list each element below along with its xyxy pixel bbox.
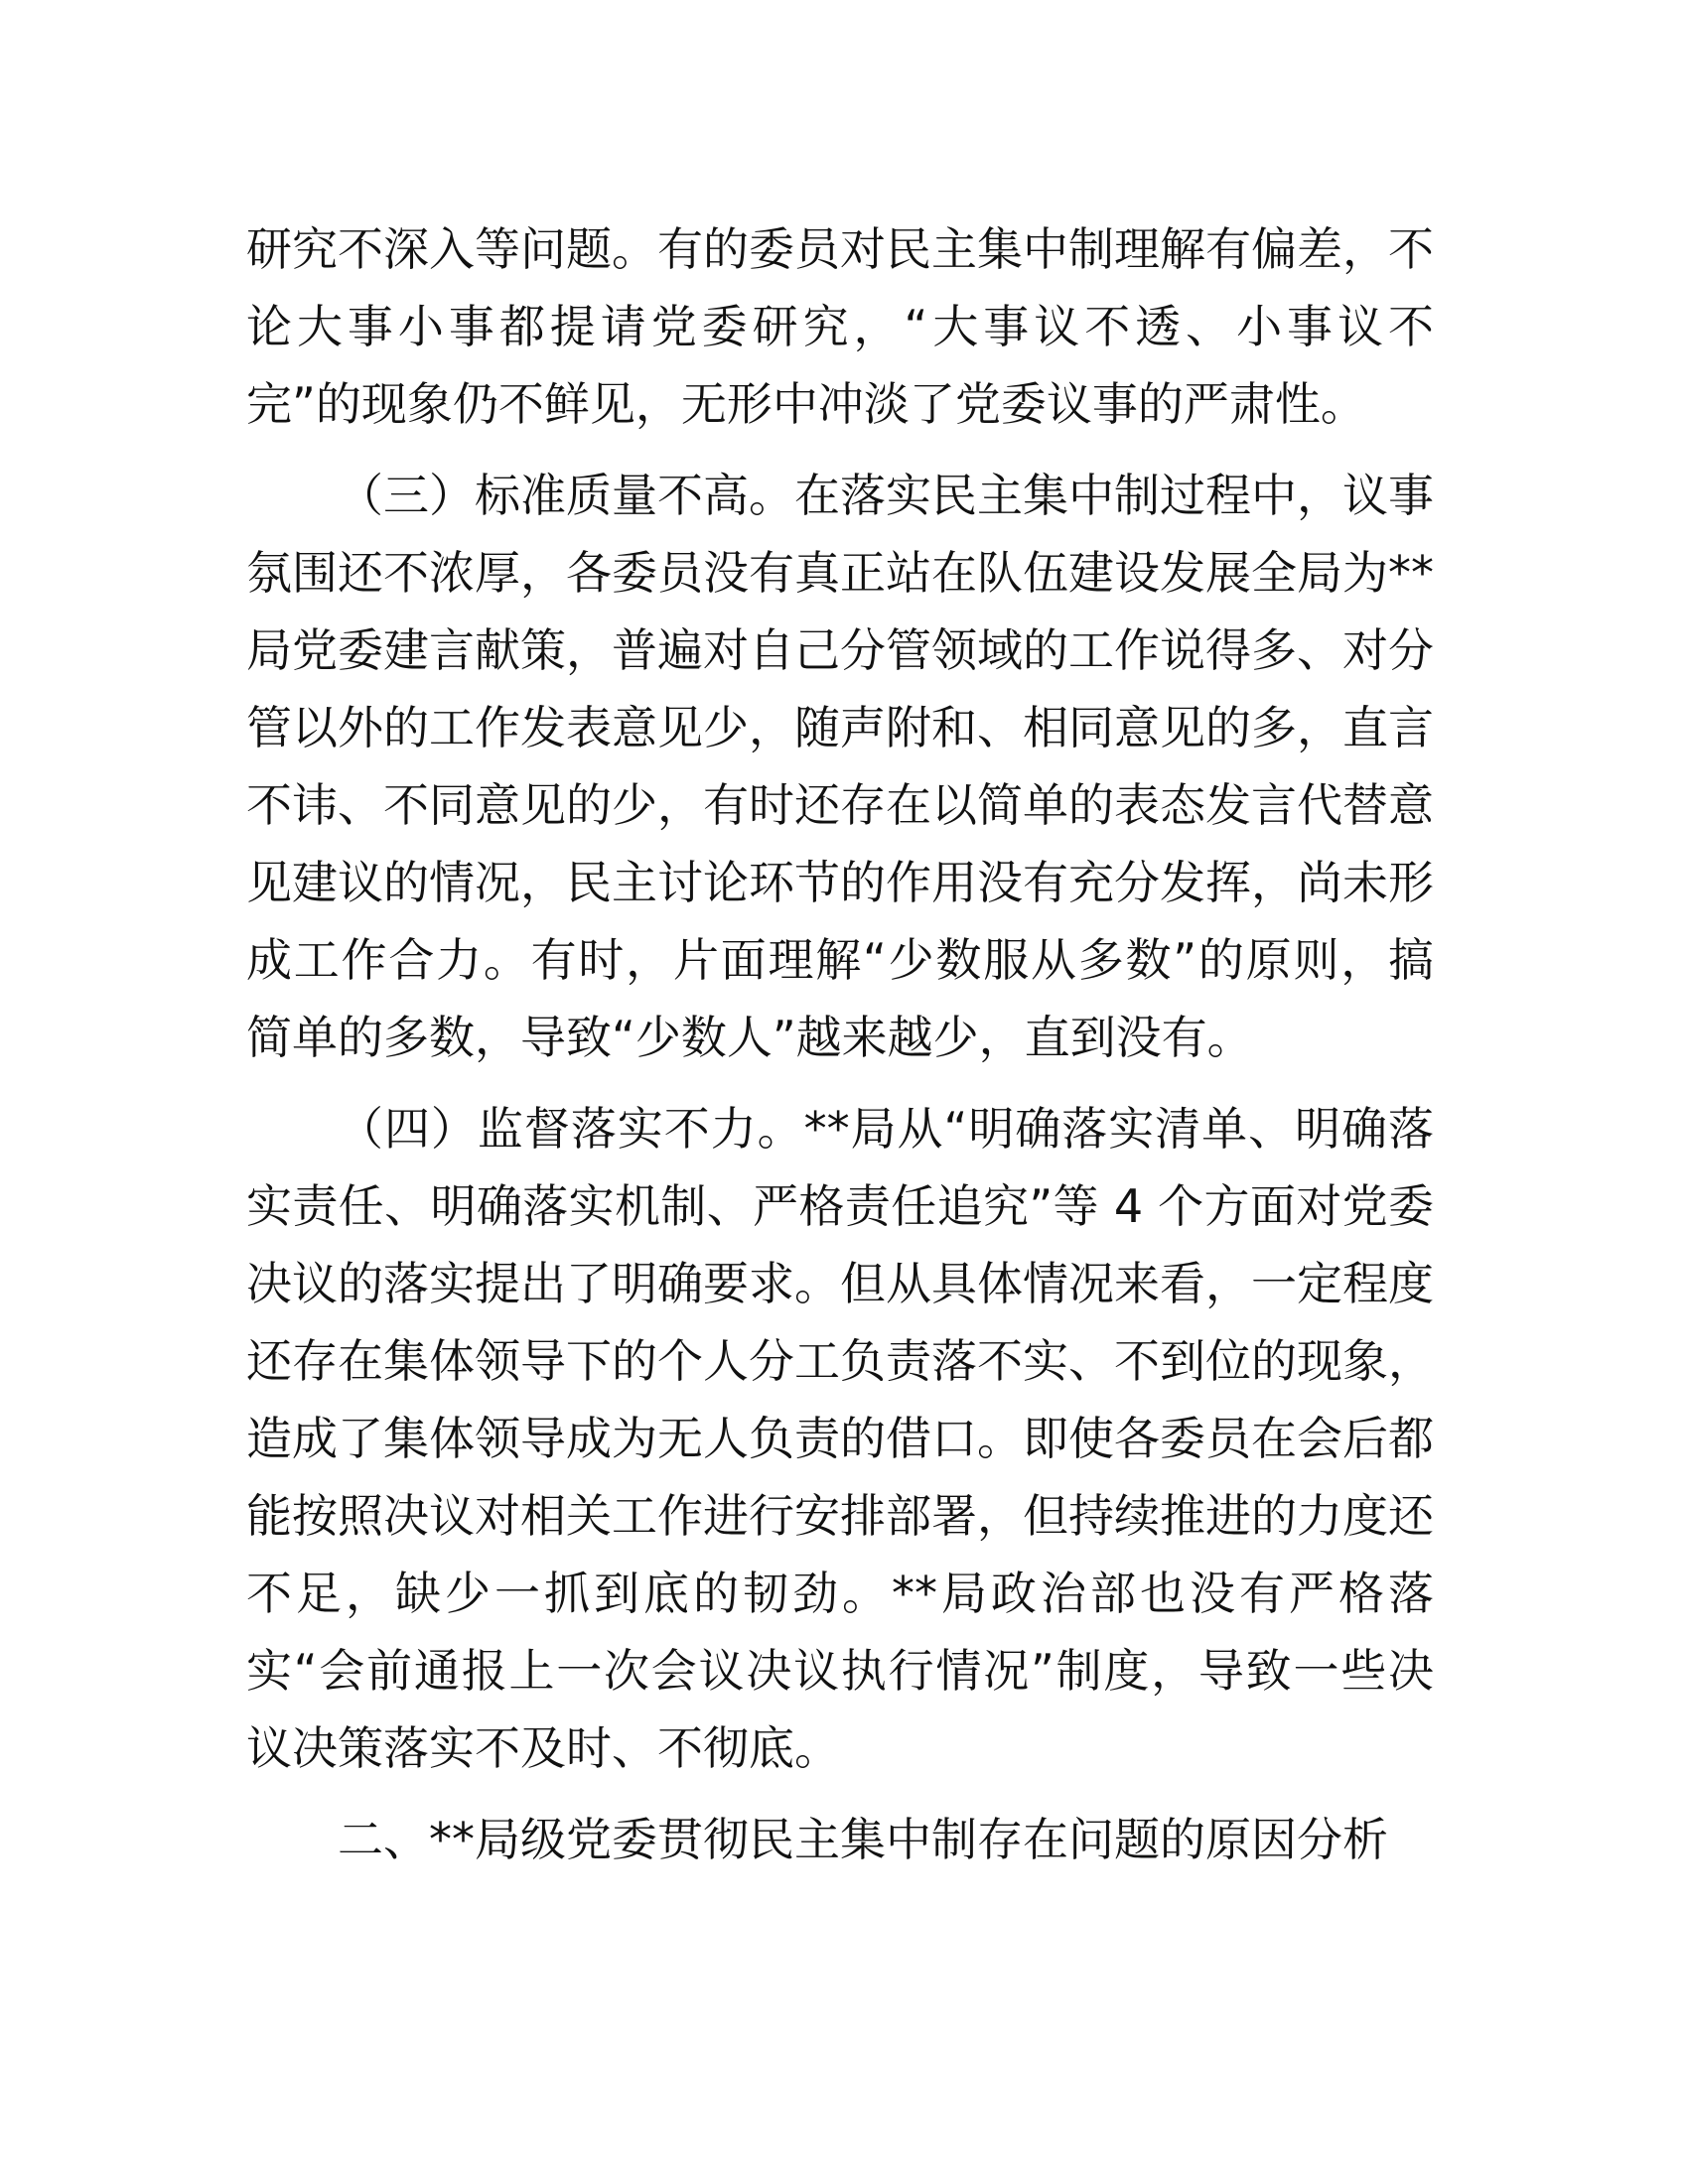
document-body <box>246 210 1434 1892</box>
section-heading: 二、**局级党委贯彻民主集中制存在问题的原因分析 <box>338 1813 1388 1866</box>
paragraph-section-3: （三）标准质量不高。在落实民主集中制过程中，议事氛围还不浓厚，各委员没有真正站在队伍建设发展全局为**局党委建言献策，普遍对自己分管领域的工作说得多、对分管以外的工作发表意见少，随声附和、相同意见的多，直言不讳、不同意见的少，有时还存在以简单的表态发言代替意见建议的情况，民主讨论环节的作用没有充分发挥，尚未形成工作合力。有时，片面理解“少数服从多数”的原则，搞简单的多数，导致“少数人”越来越少，直到没有。 <box>246 469 1434 1064</box>
paragraph-section-4: （四）监督落实不力。**局从“明确落实清单、明确落实责任、明确落实机制、严格责任追究”等 4 个方面对党委决议的落实提出了明确要求。但从具体情况来看，一定程度还存在集体领导下的个人分工负责落不实、不到位的现象，造成了集体领导成为无人负责的借口。即使各委员在会后都能按照决议对相关工作进行安排部署，但持续推进的力度还不足，缺少一抓到底的韧劲。**局政治部也没有严格落实“会前通报上一次会议决议执行情况”制度，导致一些决议决策落实不及时、不彻底。 <box>246 1102 1434 1775</box>
paragraph-continuation: 研究不深入等问题。有的委员对民主集中制理解有偏差，不论大事小事都提请党委研究，“大事议不透、小事议不完”的现象仍不鲜见，无形中冲淡了党委议事的严肃性。 <box>246 222 1434 431</box>
